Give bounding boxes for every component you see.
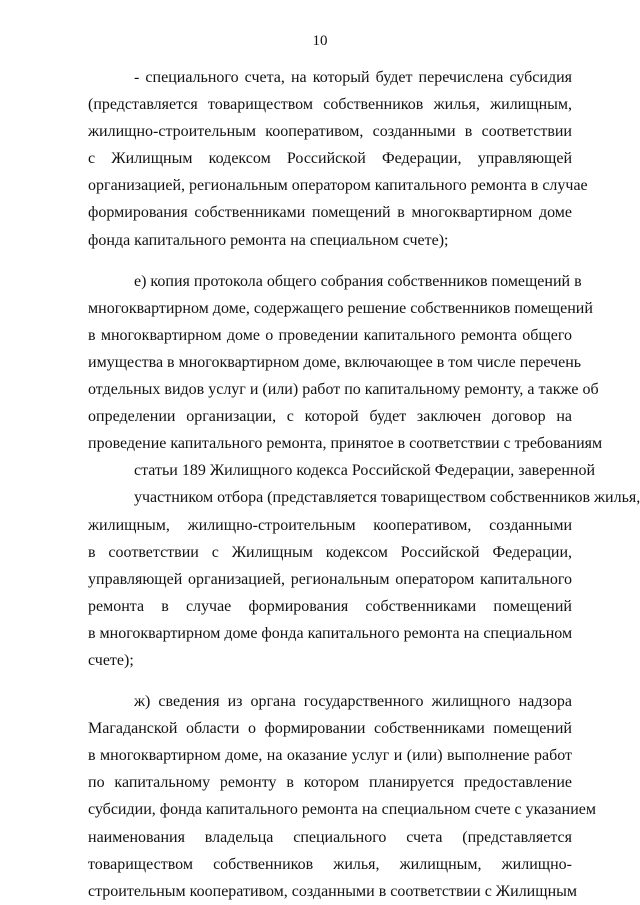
text-line: с Жилищным кодексом Российской Федерации, управляющей xyxy=(88,150,572,168)
paragraph-e-protocol-copy xyxy=(88,268,640,674)
text-line: имущества в многоквартирном доме, включающее в том числе перечень xyxy=(88,353,582,371)
text-line: - специального счета, на который будет перечислена субсидия xyxy=(134,69,572,86)
text-line: жилищно-строительным кооперативом, созданными в соответствии xyxy=(88,123,572,141)
text-line: статьи 189 Жилищного кодекса Российской Федерации, заверенной xyxy=(134,462,596,480)
text-line: управляющей организацией, региональным оператором капитального xyxy=(88,570,572,588)
paragraph-gap xyxy=(88,254,572,268)
text-line: в соответствии с Жилищным кодексом Российской Федерации, xyxy=(88,543,572,561)
paragraph-special-account xyxy=(88,64,588,254)
text-line: определении организации, с которой будет заключен договор на xyxy=(88,408,572,426)
text-line: фонда капитального ремонта на специальном счете); xyxy=(88,231,449,249)
text-line: (представляется товариществом собственников жилья, жилищным, xyxy=(88,96,572,114)
text-line: ремонта в случае формирования собственниками помещений xyxy=(88,597,572,615)
text-line: счете); xyxy=(88,651,134,669)
text-line: в многоквартирном доме о проведении капитального ремонта общего xyxy=(88,326,572,344)
text-line: строительным кооперативом, созданными в соответствии с Жилищным xyxy=(88,882,577,900)
text-line: е) копия протокола общего собрания собственников помещений в xyxy=(134,272,582,290)
text-line: в многоквартирном доме фонда капитального ремонта на специальном xyxy=(88,624,573,642)
text-line: жилищным, жилищно-строительным кооперативом, созданными xyxy=(88,516,572,534)
text-line: ж) сведения из органа государственного жилищного надзора xyxy=(134,693,572,711)
text-line: наименования владельца специального счета (представляется xyxy=(88,828,572,846)
document-body xyxy=(88,64,640,905)
text-line: проведение капитального ремонта, принятое в соответствии с требованиям xyxy=(88,435,603,453)
text-line: участником отбора (представляется товариществом собственников жилья, xyxy=(134,489,640,507)
text-line: формирования собственниками помещений в многоквартирном доме xyxy=(88,204,572,222)
page-number: 10 xyxy=(312,33,328,49)
paragraph-zh-housing-supervision xyxy=(88,688,596,905)
text-line: многоквартирном доме, содержащего решение собственников помещений xyxy=(88,299,593,317)
text-line: Магаданской области о формировании собственниками помещений xyxy=(88,720,572,738)
text-line: субсидии, фонда капитального ремонта на специальном счете с указанием xyxy=(88,801,596,819)
text-line: товариществом собственников жилья, жилищным, жилищно- xyxy=(88,855,572,873)
text-line: по капитальному ремонту в котором планируется предоставление xyxy=(88,774,572,792)
text-line: организацией, региональным оператором капитального ремонта в случае xyxy=(88,177,588,195)
text-line: в многоквартирном доме, на оказание услуг и (или) выполнение работ xyxy=(88,747,572,765)
text-line: отдельных видов услуг и (или) работ по капитальному ремонту, а также об xyxy=(88,381,599,399)
paragraph-gap xyxy=(88,674,572,688)
